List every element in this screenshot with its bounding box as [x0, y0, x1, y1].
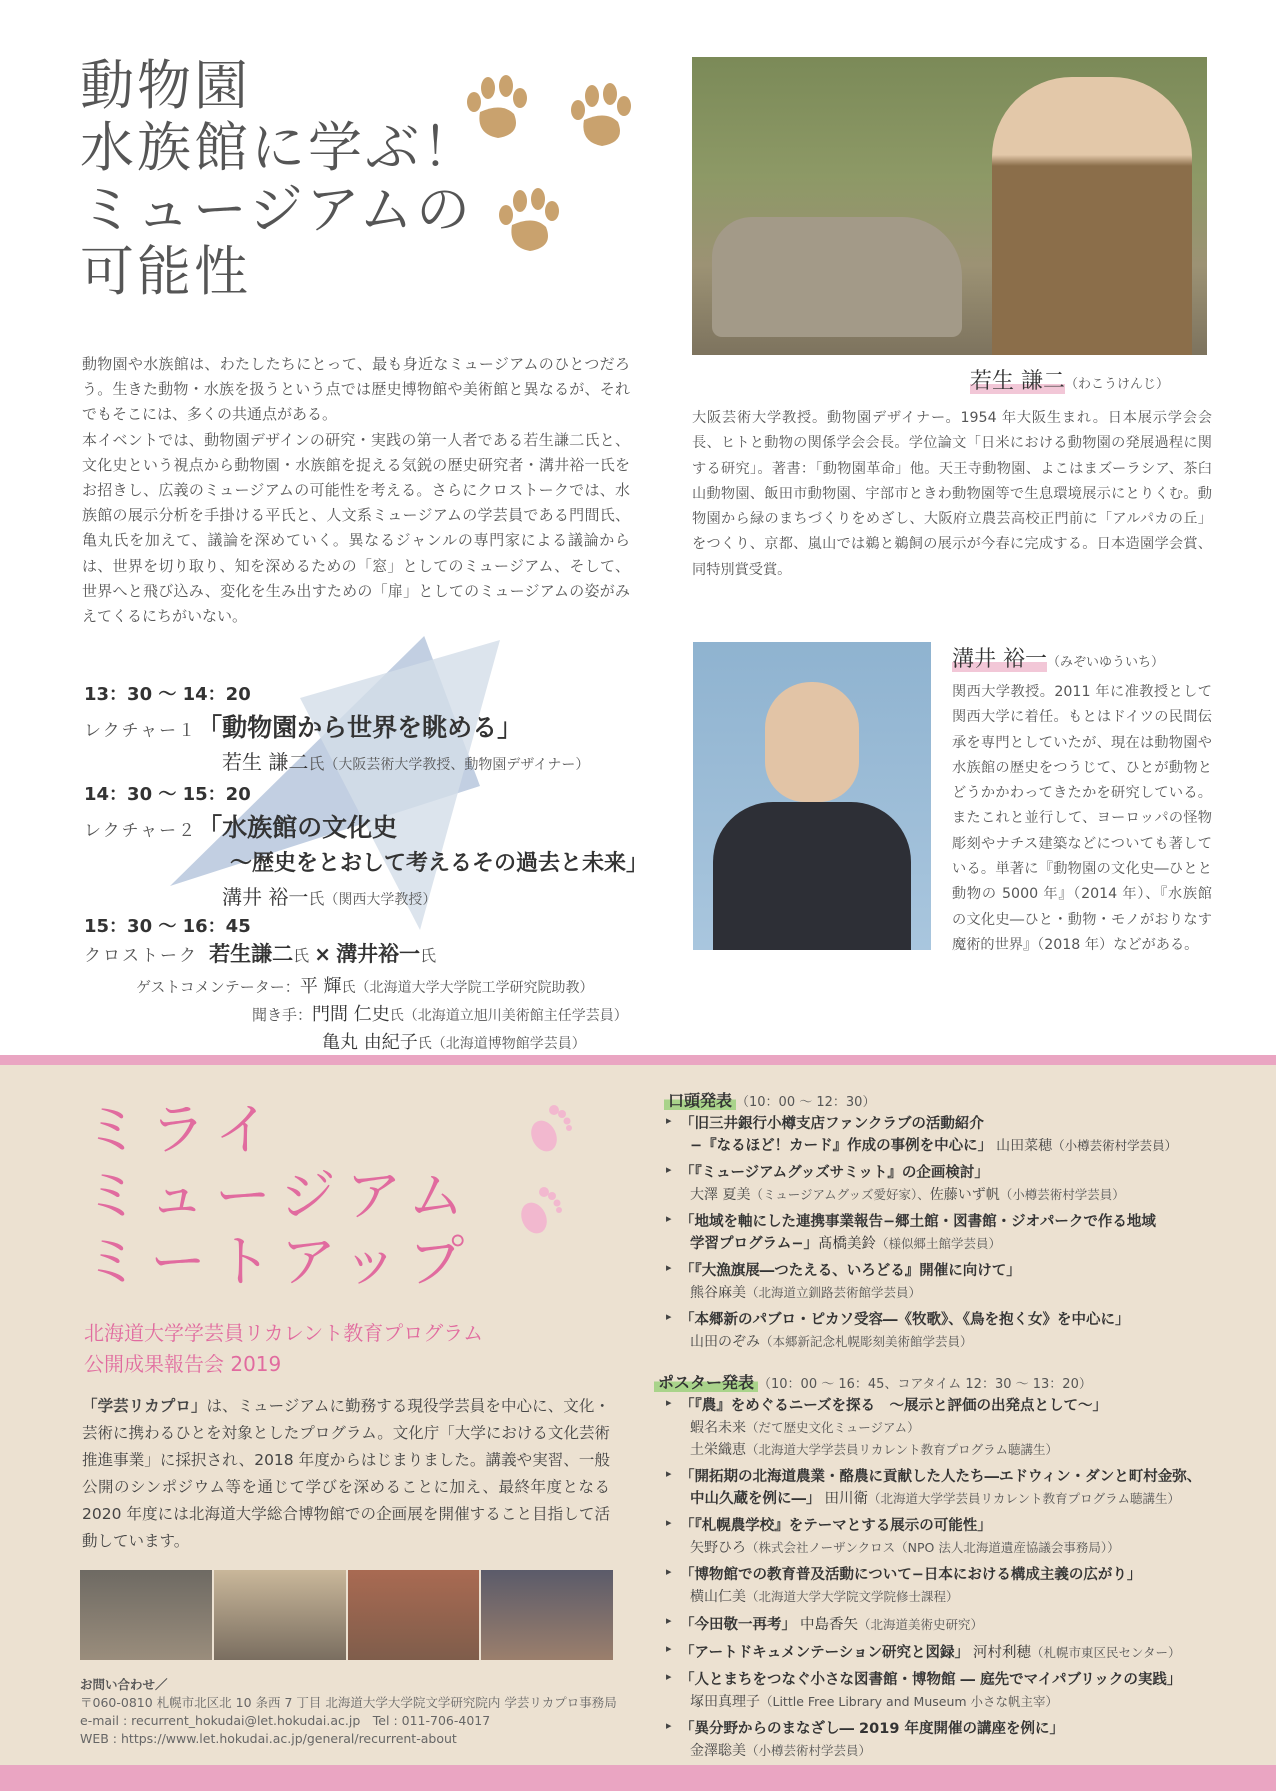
collage-photo — [214, 1570, 346, 1660]
poster-list — [660, 1396, 1240, 1768]
intro-text — [82, 352, 630, 629]
collage-photo — [348, 1570, 480, 1660]
list-item: ▸ 「アートドキュメンテーション研究と図録」 河村利穂（札幌市東区民センター） — [660, 1642, 1240, 1664]
oral-list — [660, 1114, 1240, 1359]
paw-print-icon — [494, 185, 566, 257]
oral-header: 口頭発表 （10：00 〜 12：30） — [664, 1088, 875, 1111]
session-label: レクチャー１ — [84, 721, 198, 741]
speaker-name: 若生 謙二 — [970, 369, 1065, 394]
speaker-affiliation: （関西大学教授） — [324, 892, 437, 908]
session-time: 14：30 〜 15：20 — [84, 784, 251, 805]
speaker-name: 若生 謙二 — [222, 750, 309, 774]
list-item: ▸ 「『大漁旗展―つたえる、いろどる』開催に向けて」 熊谷麻美（北海道立釧路芸術館学芸員） — [660, 1261, 1240, 1304]
contact-info — [80, 1676, 617, 1748]
session-time: 15：30 〜 16：45 — [84, 916, 251, 937]
intro-paragraph: 動物園や水族館は、わたしたちにとって、最も身近なミュージアムのひとつだろう。生きた動物・水族を扱うという点では歴史博物館や美術館と異なるが、それでもそこには、多くの共通点がある。 — [82, 355, 630, 424]
contact-email[interactable]: e-mail : recurrent_hokudai@let.hokudai.ac.jp Tel : 011-706-4017 — [80, 1713, 491, 1728]
meetup-title — [84, 1098, 474, 1296]
meetup-subtitle: 北海道大学学芸員リカレント教育プログラム 公開成果報告会 2019 — [84, 1321, 484, 1376]
bottom-border — [0, 1765, 1276, 1791]
speaker-affiliation: （大阪芸術大学教授、動物園デザイナー） — [324, 757, 590, 773]
list-item: ▸ 「旧三井銀行小樽支店ファンクラブの活動紹介 −『なるほど！カード』作成の事例を中心に」 山田菜穂（小樽芸術村学芸員） — [660, 1114, 1240, 1157]
interviewer-name: 門間 仁史 — [312, 1004, 390, 1025]
list-item: ▸ 「人とまちをつなぐ小さな図書館・博物館 ― 庭先でマイパブリックの実践」 塚田真理子（Little Free Library and Museum 小さな帆主宰） — [660, 1670, 1240, 1713]
list-item: ▸ 「『ミュージアムグッズサミット』の企画検討」 大澤 夏美（ミュージアムグッズ愛好家）、佐藤いず帆（小樽芸術村学芸員） — [660, 1163, 1240, 1206]
speaker-name: 溝井裕一 — [336, 942, 421, 966]
paw-print-icon — [566, 80, 638, 152]
photo-collage — [80, 1570, 613, 1660]
title-line: ミュージアムの — [80, 178, 474, 241]
schedule-crosstalk: 15：30 〜 16：45 クロストーク 若生謙二氏 × 溝井裕一氏 ゲストコメンテーター：平 輝氏（北海道大学大学院工学研究院助教） 聞き手：門間 仁史氏（北海道立旭川美術館主任学芸員） 亀丸 由紀子氏（北海道博物館学芸員） — [84, 912, 704, 1054]
speaker-name-block — [952, 642, 1164, 673]
contact-label: お問い合わせ／ — [80, 1677, 168, 1692]
intro-paragraph: 本イベントでは、動物園デザインの研究・実践の第一人者である若生謙二氏と、文化史という視点から動物園・水族館を捉える気鋭の歴史研究者・溝井裕一氏をお招きし、広義のミュージアムの可能性を考える。さらにクロストークでは、水族館の展示分析を手掛ける平氏と、人文系ミュージアムの学芸員である門間氏、亀丸氏を加えて、議論を深めていく。異なるジャンルの専門家による議論からは、世界を切り取り、知を深めるための「窓」としてのミュージアム、そして、世界へと飛び込み、変化を生み出すための「扉」としてのミュージアムの姿がみえてくるにちがいない。 — [82, 430, 630, 626]
speaker-name: 溝井 裕一 — [952, 647, 1047, 672]
poster-header: ポスター発表 （10：00 〜 16：45、コアタイム 12：30 〜 13：20） — [654, 1370, 1092, 1393]
list-item: ▸ 「異分野からのまなざし― 2019 年度開催の講座を例に」 金澤聡美（小樽芸術村学芸員） — [660, 1719, 1240, 1762]
recurrent-description: 「学芸リカプロ」は、ミュージアムに勤務する現役学芸員を中心に、文化・芸術に携わるひとを対象としたプログラム。文化庁「大学における文化芸術推進事業」に採択され、2018 年度からはじまりました。講義や実習、一般公開のシンポジウム等を通じて学びを深めることに加え、最終年度となる 2020 年度には北海道大学総合博物館での企画展を開催すること目指して活動しています。 — [82, 1397, 610, 1550]
collage-photo — [80, 1570, 212, 1660]
main-title — [80, 55, 479, 303]
interviewer-name: 亀丸 由紀子 — [322, 1032, 418, 1053]
title-line: ミュージアム — [84, 1164, 474, 1229]
speaker-bio: 関西大学教授。2011 年に准教授として関西大学に着任。もとはドイツの民間伝承を専門としていたが、現在は動物園や水族館の歴史をつうじて、ひとが動物とどうかかわってきたかを研究している。またこれと並行して、ヨーロッパの怪物彫刻やナチス建築などについても著している。単著に『動物園の文化史―ひとと動物の 5000 年』（2014 年）、『水族館の文化史―ひと・動物・モノがおりなす魔術的世界』（2018 年）などがある。 — [952, 684, 1212, 953]
list-item: ▸ 「今田敬一再考」 中島香矢（北海道美術史研究） — [660, 1614, 1240, 1636]
session-label: レクチャー２ — [84, 821, 198, 841]
list-item: ▸ 「地域を軸にした連携事業報告−郷土館・図書館・ジオパークで作る地域 学習プログラム−」髙橋美鈴（様似郷土館学芸員） — [660, 1212, 1240, 1255]
speaker-photo-mizoi — [693, 642, 931, 950]
contact-web[interactable]: WEB : https://www.let.hokudai.ac.jp/general/recurrent-about — [80, 1731, 457, 1746]
session-label: クロストーク — [84, 946, 198, 966]
guest-name: 平 輝 — [299, 976, 342, 997]
schedule-lecture-2: 14：30 〜 15：20 レクチャー２「水族館の文化史 〜歴史をとおして考えるその過去と未来」 溝井 裕一氏（関西大学教授） — [84, 780, 704, 910]
schedule-lecture-1: 13：30 〜 14：20 レクチャー１「動物園から世界を眺める」 若生 謙二氏（大阪芸術大学教授、動物園デザイナー） — [84, 680, 704, 775]
title-line: ミートアップ — [84, 1230, 475, 1295]
title-line: 可能性 — [80, 240, 251, 303]
section-divider — [0, 1055, 1276, 1065]
session-time: 13：30 〜 14：20 — [84, 684, 251, 705]
paw-print-icon — [462, 72, 534, 144]
speaker-name-block — [970, 364, 1169, 395]
list-item: ▸ 「『札幌農学校』をテーマとする展示の可能性」 矢野ひろ（株式会社ノーザンクロス（NPO 法人北海道遺産協議会事務局）） — [660, 1516, 1240, 1559]
list-item: ▸ 「開拓期の北海道農業・酪農に貢献した人たち―エドウィン・ダンと町村金弥、 中山久蔵を例に―」 田川衛（北海道大学学芸員リカレント教育プログラム聴講生） — [660, 1467, 1240, 1510]
session-title: 「水族館の文化史 — [197, 813, 398, 842]
list-item: ▸ 「博物館での教育普及活動について−日本における構成主義の広がり」 横山仁美（北海道大学大学院文学院修士課程） — [660, 1565, 1240, 1608]
collage-photo — [481, 1570, 613, 1660]
speaker-photo-wakou — [692, 57, 1207, 355]
speaker-reading: （みぞいゆういち） — [1047, 655, 1165, 670]
title-line: 水族館に学ぶ！ — [80, 116, 479, 179]
speaker-reading: （わこうけんじ） — [1065, 377, 1170, 392]
speaker-name: 溝井 裕一 — [222, 885, 309, 909]
title-line: 動物園 — [80, 54, 251, 117]
contact-address: 〒060-0810 札幌市北区北 10 条西 7 丁目 北海道大学大学院文学研究院内 学芸リカプロ事務局 — [80, 1695, 617, 1710]
speaker-bio: 大阪芸術大学教授。動物園デザイナー。1954 年大阪生まれ。日本展示学会会長、ヒトと動物の関係学会会長。学位論文「日米における動物園の発展過程に関する研究」。著書：「動物園革命」他。天王寺動物園、よこはまズーラシア、茶臼山動物園、飯田市動物園、宇部市ときわ動物園等で生息環境展示にとりくむ。動物園から緑のまちづくりをめざし、大阪府立農芸高校正門前に「アルパカの丘」をつくり、京都、嵐山では鵜と鵜飼の展示が今春に完成する。日本造園学会賞、同特別賞受賞。 — [692, 410, 1212, 578]
session-title: 「動物園から世界を眺める」 — [197, 713, 523, 742]
section-heading: 口頭発表 — [664, 1091, 736, 1110]
section-heading: ポスター発表 — [654, 1373, 758, 1392]
footprint-icon — [516, 1096, 576, 1156]
footprint-icon — [506, 1178, 566, 1238]
speaker-name: 若生謙二 — [209, 942, 294, 966]
program-name: 「学芸リカプロ」 — [82, 1397, 207, 1415]
list-item: ▸ 「本郷新のパブロ・ピカソ受容―《牧歌》、《鳥を抱く女》を中心に」 山田のぞみ（本郷新記念札幌彫刻美術館学芸員） — [660, 1310, 1240, 1353]
list-item: ▸ 「『農』をめぐるニーズを探る 〜展示と評価の出発点として〜」 蝦名未来（だて歴史文化ミュージアム） 土栄織恵（北海道大学学芸員リカレント教育プログラム聴講生） — [660, 1396, 1240, 1461]
title-line: ミライ — [84, 1098, 281, 1163]
session-subtitle: 〜歴史をとおして考えるその過去と未来」 — [230, 851, 649, 876]
